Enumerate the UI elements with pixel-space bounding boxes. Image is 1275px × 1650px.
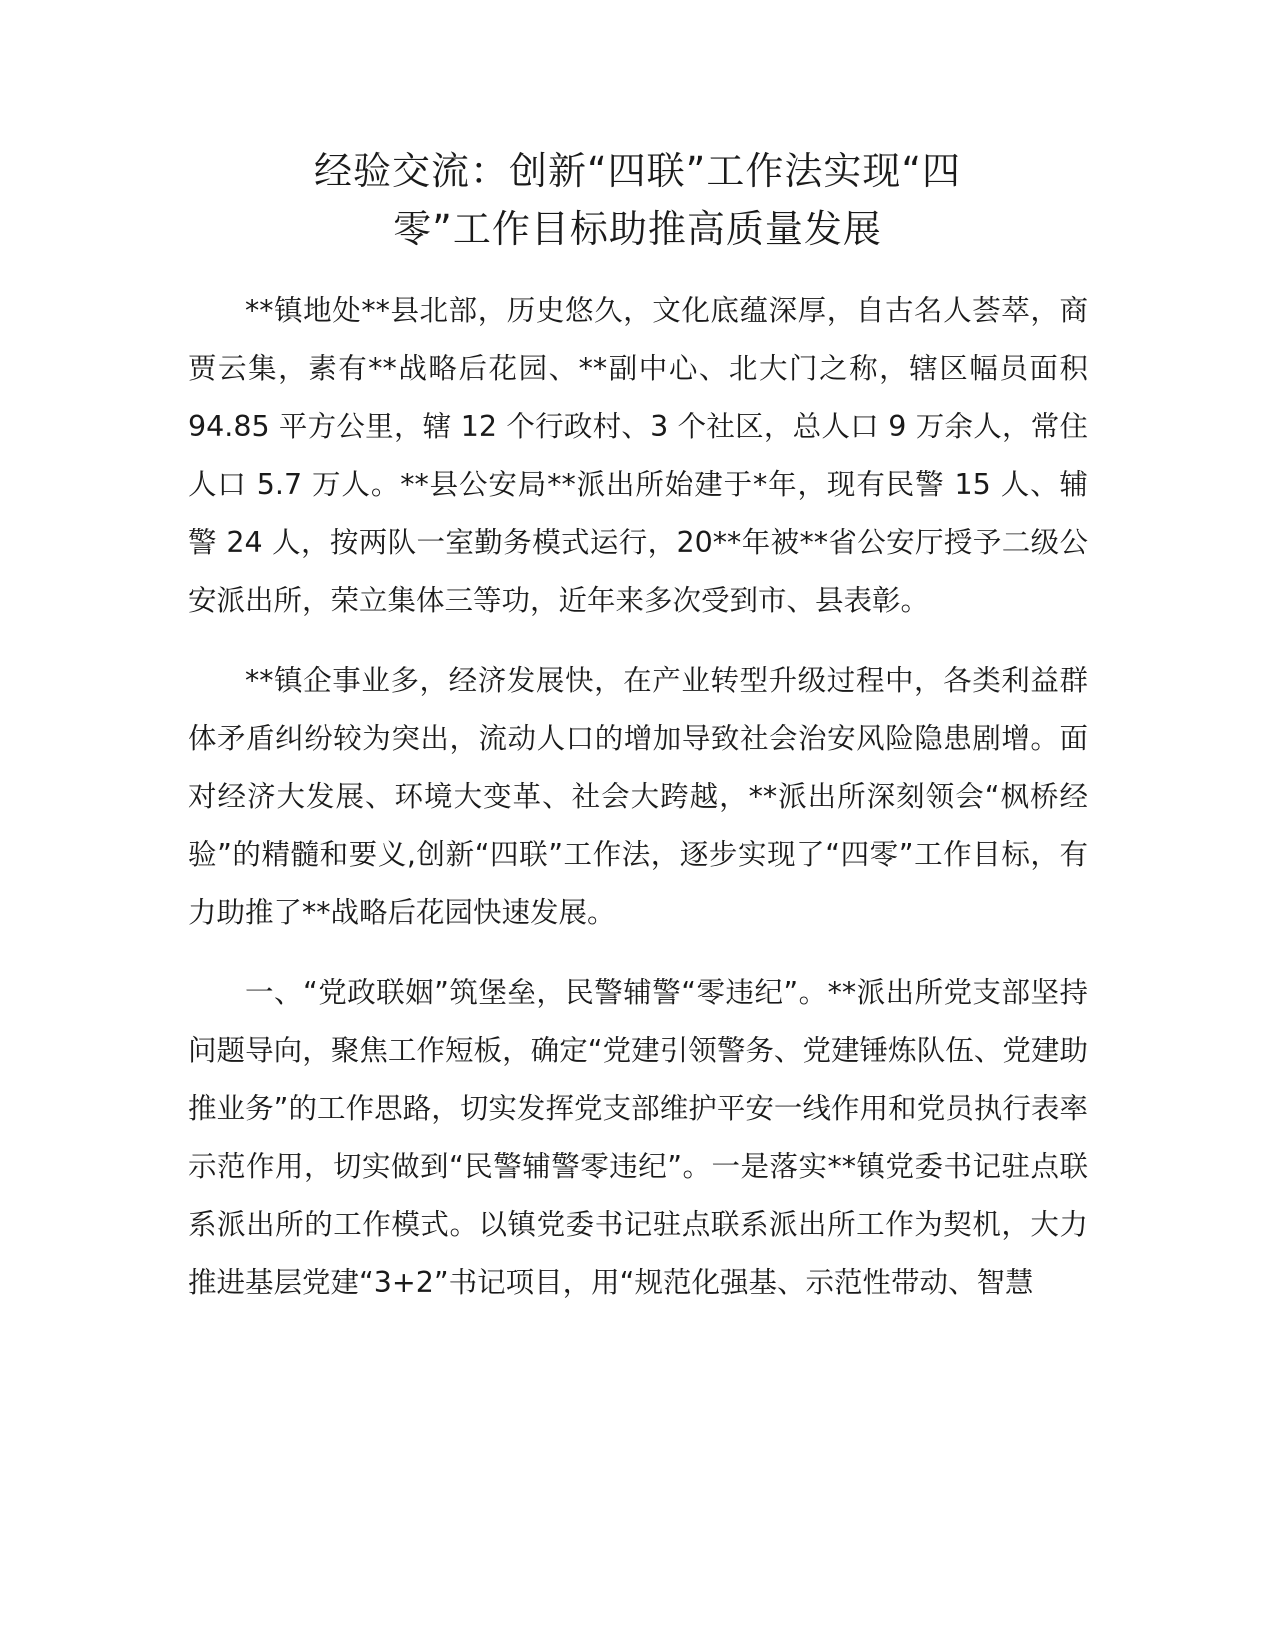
title-line-1: 经验交流：创新“四联”工作法实现“四 [313, 149, 962, 193]
document-body [188, 282, 1088, 1334]
title-line-2: 零”工作目标助推高质量发展 [393, 207, 882, 251]
paragraph-section-one: 一、“党政联姻”筑堡垒，民警辅警“零违纪”。**派出所党支部坚持问题导向，聚焦工作短板，确定“党建引领警务、党建锤炼队伍、党建助推业务”的工作思路，切实发挥党支部维护平安一线作用和党员执行表率示范作用，切实做到“民警辅警零违纪”。一是落实**镇党委书记驻点联系派出所的工作模式。以镇党委书记驻点联系派出所工作为契机，大力推进基层党建“3+2”书记项目，用“规范化强基、示范性带动、智慧 [188, 976, 1088, 1299]
paragraph-background: **镇企事业多，经济发展快，在产业转型升级过程中，各类利益群体矛盾纠纷较为突出，流动人口的增加导致社会治安风险隐患剧增。面对经济大发展、环境大变革、社会大跨越，**派出所深刻领会“枫桥经验”的精髓和要义,创新“四联”工作法，逐步实现了“四零”工作目标，有力助推了**战略后花园快速发展。 [188, 664, 1088, 929]
paragraph-overview: **镇地处**县北部，历史悠久，文化底蕴深厚，自古名人荟萃，商贾云集，素有**战略后花园、**副中心、北大门之称，辖区幅员面积 94.85 平方公里，辖 12 个行政村、3 个社区，总人口 9 万余人，常住人口 5.7 万人。**县公安局**派出所始建于*年，现有民警 15 人、辅警 24 人，按两队一室勤务模式运行，20**年被**省公安厅授予二级公安派出所，荣立集体三等功，近年来多次受到市、县表彰。 [188, 294, 1088, 617]
document-title [185, 142, 1090, 258]
